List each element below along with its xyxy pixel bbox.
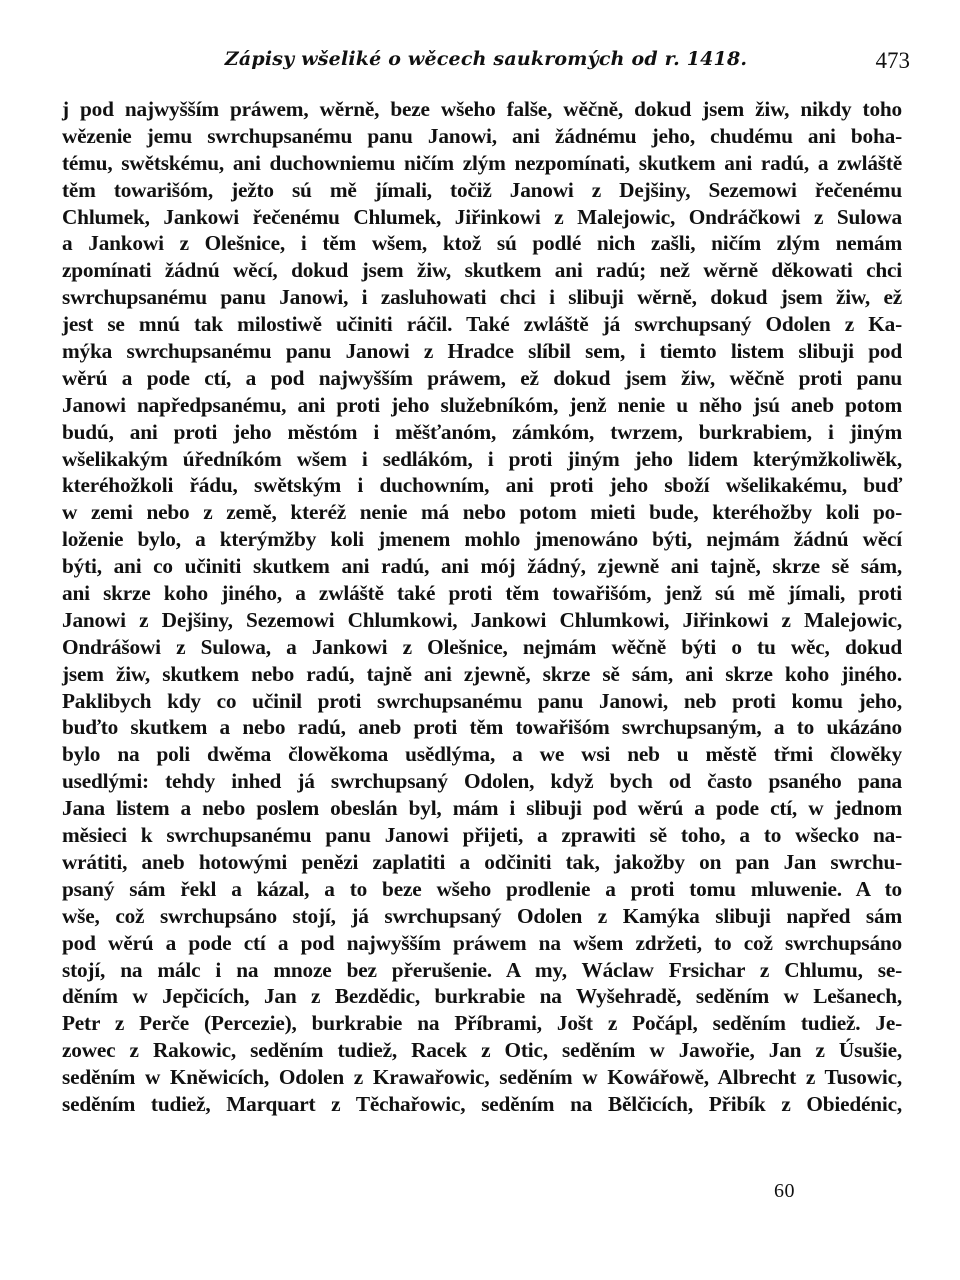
text-line: wšelikakým úředníkóm wšem i sedlákóm, i proti jiným jeho lidem kterýmžkoliwěk, (62, 446, 902, 471)
text-line: zpomínati žádnú wěcí, dokud jsem žiw, skutkem ani radú; než wěrně děkowati chci (62, 258, 902, 283)
text-line: usedlými: tehdy inhed já swrchupsaný Odolen, když bych od často psaného pana (62, 769, 902, 794)
text-line: jest se mnú tak milostiwě učiniti ráčil. Také zwláště já swrchupsaný Odolen z Ka- (62, 312, 902, 337)
text-line: swrchupsanému panu Janowi, i zasluhowati chci i slibuji wěrně, dokud jsem žiw, ež (62, 285, 902, 310)
text-line: Jana listem a nebo poslem obeslán byl, mám i slibuji pod wěrú a pode ctí, w jednom (62, 796, 902, 821)
text-line: wrátiti, aneb hotowými penězi zaplatiti a odčiniti tak, jakožby on pan Jan swrchu- (62, 849, 902, 874)
running-title: Zápisy wšeliké o wěcech saukromých od r. 1418. (224, 48, 748, 70)
running-head (62, 46, 910, 76)
text-line: zowec z Rakowic, seděním tudiež, Racek z Otic, seděním w Jawořie, Jan z Úsušie, (62, 1038, 902, 1063)
text-line: psaný sám řekl a kázal, a to beze wšeho prodlenie a proti tomu mluwenie. A to (62, 876, 902, 901)
text-line: bylo na poli dwěma člowěkoma usědlýma, a we wsi neb u městě třmi člowěky (62, 742, 902, 767)
text-line: a Jankowi z Olešnice, i těm wšem, ktož sú podlé nich zašli, ničím zlým nemám (62, 231, 902, 256)
text-line: měsieci k swrchupsanému panu Janowi přijeti, a zprawiti sě toho, a to wšecko na- (62, 823, 902, 848)
text-line: Ondrášowi z Sulowa, a Jankowi z Olešnice, nejmám wěčně býti o tu wěc, dokud (62, 634, 902, 659)
text-line: loženie bylo, a kterýmžby koli jmenem mohlo jmenowáno býti, nejmám žádnú wěcí (62, 527, 902, 552)
text-line: těm towarišóm, ježto sú mě jímali, točiž Janowi z Dejšiny, Sezemowi řečenému (62, 177, 902, 202)
text-line: Janowi napředpsanému, ani proti jeho služebníkóm, jenž nenie u něho jsú aneb potom (62, 392, 902, 417)
text-line: jsem žiw, skutkem nebo radú, tajně ani zjewně, skrze sě sám, ani skrze koho jiného. (62, 661, 902, 686)
page-number: 473 (875, 48, 910, 73)
text-line: stojí, na málc i na mnoze bez přerušenie. A my, Wáclaw Frsichar z Chlumu, se- (62, 957, 902, 982)
text-line: Janowi z Dejšiny, Sezemowi Chlumkowi, Jankowi Chlumkowi, Jiřinkowi z Malejowic, (62, 607, 902, 632)
text-line: kteréhožkoli řádu, swětským i duchowním, ani proti jeho sboží wšelikakému, buď (62, 473, 902, 498)
body-text (62, 96, 902, 1118)
text-line: seděním w Kněwicích, Odolen z Krawařowic, seděním w Kowářowě, Albrecht z Tusowic, (62, 1065, 902, 1090)
text-line: w zemi nebo z země, kteréž nenie má nebo potom mieti bude, kteréhožby koli po- (62, 500, 902, 525)
signature-mark: 60 (774, 1180, 795, 1202)
text-line: pod wěrú a pode ctí a pod najwyšším práwem na wšem zdržeti, to což swrchupsáno (62, 930, 902, 955)
text-line: seděním tudiež, Marquart z Těchařowic, seděním na Bělčicích, Přibík z Obiedénic, (62, 1091, 902, 1116)
text-line: j pod najwyšším práwem, wěrně, beze wšeho falše, wěčně, dokud jsem žiw, nikdy toho (62, 97, 902, 121)
text-line: býti, ani co učiniti skutkem ani radú, ani mój žádný, zjewně ani tajně, skrze sě sám, (62, 554, 902, 579)
text-line: mýka swrchupsanému panu Janowi z Hradce slíbil sem, i tiemto listem slibuji pod (62, 339, 902, 364)
text-line: wězenie jemu swrchupsanému panu Janowi, ani žádnému jeho, chudému ani boha- (62, 123, 902, 148)
text-line: wěrú a pode ctí, a pod najwyšším práwem, ež dokud jsem žiw, wěčně proti panu (62, 365, 902, 390)
text-line: ani skrze koho jiného, a zwláště také proti těm towařišóm, jenž sú mě jímali, proti (62, 581, 902, 606)
text-line: wše, což swrchupsáno stojí, já swrchupsaný Odolen z Kamýka slibuji napřed sám (62, 903, 902, 928)
text-line: buďto skutkem a nebo radú, aneb proti těm towařišóm swrchupsaným, a to ukázáno (62, 715, 902, 740)
text-line: budú, ani proti jeho městóm i měšťanóm, zámkóm, twrzem, burkrabiem, i jiným (62, 419, 902, 444)
text-line: Petr z Perče (Percezie), burkrabie na Příbrami, Jošt z Počápl, seděním tudiež. Je- (62, 1011, 902, 1036)
text-line: děním w Jepčicích, Jan z Bezdědic, burkrabie na Wyšehradě, seděním w Lešanech, (62, 984, 902, 1009)
text-line: Paklibych kdy co učinil proti swrchupsanému panu Janowi, neb proti komu jeho, (62, 688, 902, 713)
text-line: tému, swětskému, ani duchowniemu ničím zlým nezpomínati, skutkem ani radú, a zwláště (62, 150, 902, 175)
text-line: Chlumek, Jankowi řečenému Chlumek, Jiřinkowi z Malejowic, Ondráčkowi z Sulowa (62, 204, 902, 229)
